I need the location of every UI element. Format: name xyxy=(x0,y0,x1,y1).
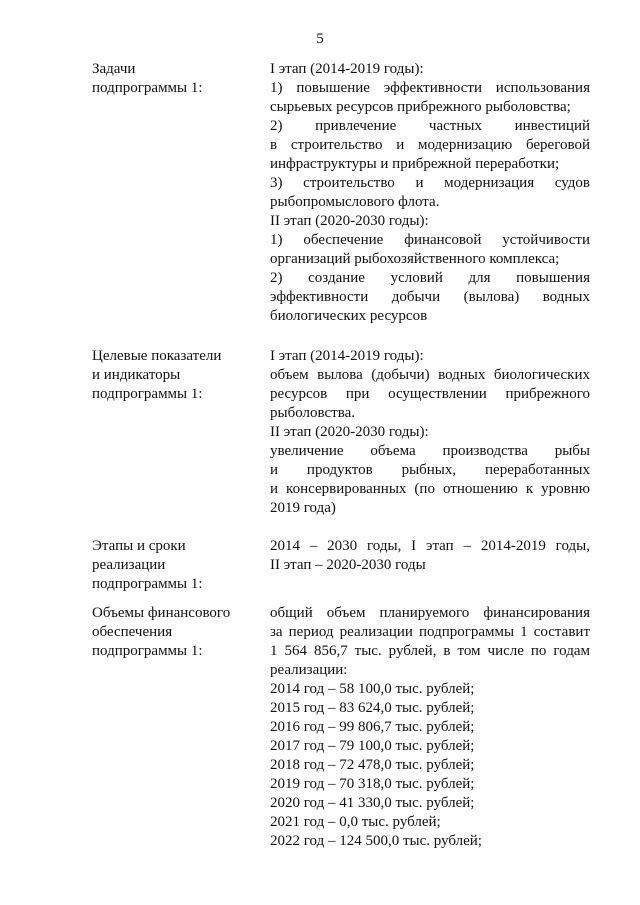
content-line: 1) повышение эффективности использования xyxy=(270,80,590,96)
content-line: объем вылова (добычи) водных биологических xyxy=(270,367,590,383)
content-line: 1) обеспечение финансовой устойчивости xyxy=(270,232,590,248)
label-line: обеспечения xyxy=(92,624,173,640)
content-line: организаций рыбохозяйственного комплекса; xyxy=(270,251,560,267)
label-line: подпрограммы 1: xyxy=(92,80,203,96)
section-label xyxy=(92,347,252,404)
section-content xyxy=(270,60,590,326)
content-line: 2) привлечение частных инвестиций xyxy=(270,118,590,134)
content-line: I этап (2014-2019 годы): xyxy=(270,348,424,364)
content-line: II этап (2020-2030 годы): xyxy=(270,213,429,229)
content-line: рыболовства. xyxy=(270,405,355,421)
content-line: биологических ресурсов xyxy=(270,308,428,324)
content-line: 2017 год – 79 100,0 тыс. рублей; xyxy=(270,738,475,754)
section-content xyxy=(270,537,590,575)
content-line: рыбопромыслового флота. xyxy=(270,194,440,210)
label-line: подпрограммы 1: xyxy=(92,386,203,402)
content-line: инфраструктуры и прибрежной переработки; xyxy=(270,156,560,172)
content-line: 2018 год – 72 478,0 тыс. рублей; xyxy=(270,757,475,773)
content-line: 2022 год – 124 500,0 тыс. рублей; xyxy=(270,833,482,849)
section-label xyxy=(92,537,252,594)
label-line: Задачи xyxy=(92,61,136,77)
content-line: 2) создание условий для повышения xyxy=(270,270,590,286)
label-line: подпрограммы 1: xyxy=(92,576,203,592)
label-line: и индикаторы xyxy=(92,367,181,383)
content-line: сырьевых ресурсов прибрежного рыболовства; xyxy=(270,99,571,115)
page-number: 5 xyxy=(316,31,324,47)
content-line: 2015 год – 83 624,0 тыс. рублей; xyxy=(270,700,475,716)
content-line: 1 564 856,7 тыс. рублей, в том числе по годам xyxy=(270,643,590,659)
content-line: 2014 – 2030 годы, I этап – 2014-2019 годы, xyxy=(270,538,590,554)
content-line: 2014 год – 58 100,0 тыс. рублей; xyxy=(270,681,475,697)
section-content xyxy=(270,604,590,851)
content-line: в строительство и модернизацию береговой xyxy=(270,137,590,153)
section-label xyxy=(92,604,252,661)
label-line: реализации xyxy=(92,557,166,573)
content-line: и продуктов рыбных, переработанных xyxy=(270,462,590,478)
content-line: общий объем планируемого финансирования xyxy=(270,605,590,621)
section-label xyxy=(92,60,252,98)
content-line: I этап (2014-2019 годы): xyxy=(270,61,424,77)
content-line: II этап (2020-2030 годы): xyxy=(270,424,429,440)
label-line: Этапы и сроки xyxy=(92,538,186,554)
content-line: 2019 год – 70 318,0 тыс. рублей; xyxy=(270,776,475,792)
content-line: реализации: xyxy=(270,662,348,678)
content-line: эффективности добычи (вылова) водных xyxy=(270,289,590,305)
content-line: увеличение объема производства рыбы xyxy=(270,443,590,459)
content-line: 2016 год – 99 806,7 тыс. рублей; xyxy=(270,719,475,735)
content-line: 2021 год – 0,0 тыс. рублей; xyxy=(270,814,441,830)
label-line: Объемы финансового xyxy=(92,605,231,621)
content-line: 2020 год – 41 330,0 тыс. рублей; xyxy=(270,795,475,811)
label-line: Целевые показатели xyxy=(92,348,222,364)
content-line: за период реализации подпрограммы 1 составит xyxy=(270,624,590,640)
content-line: 3) строительство и модернизация судов xyxy=(270,175,590,191)
content-line: II этап – 2020-2030 годы xyxy=(270,557,426,573)
section-content xyxy=(270,347,590,518)
content-line: ресурсов при осуществлении прибрежного xyxy=(270,386,590,402)
content-line: 2019 года) xyxy=(270,500,336,516)
label-line: подпрограммы 1: xyxy=(92,643,203,659)
content-line: и консервированных (по отношению к уровню xyxy=(270,481,590,497)
